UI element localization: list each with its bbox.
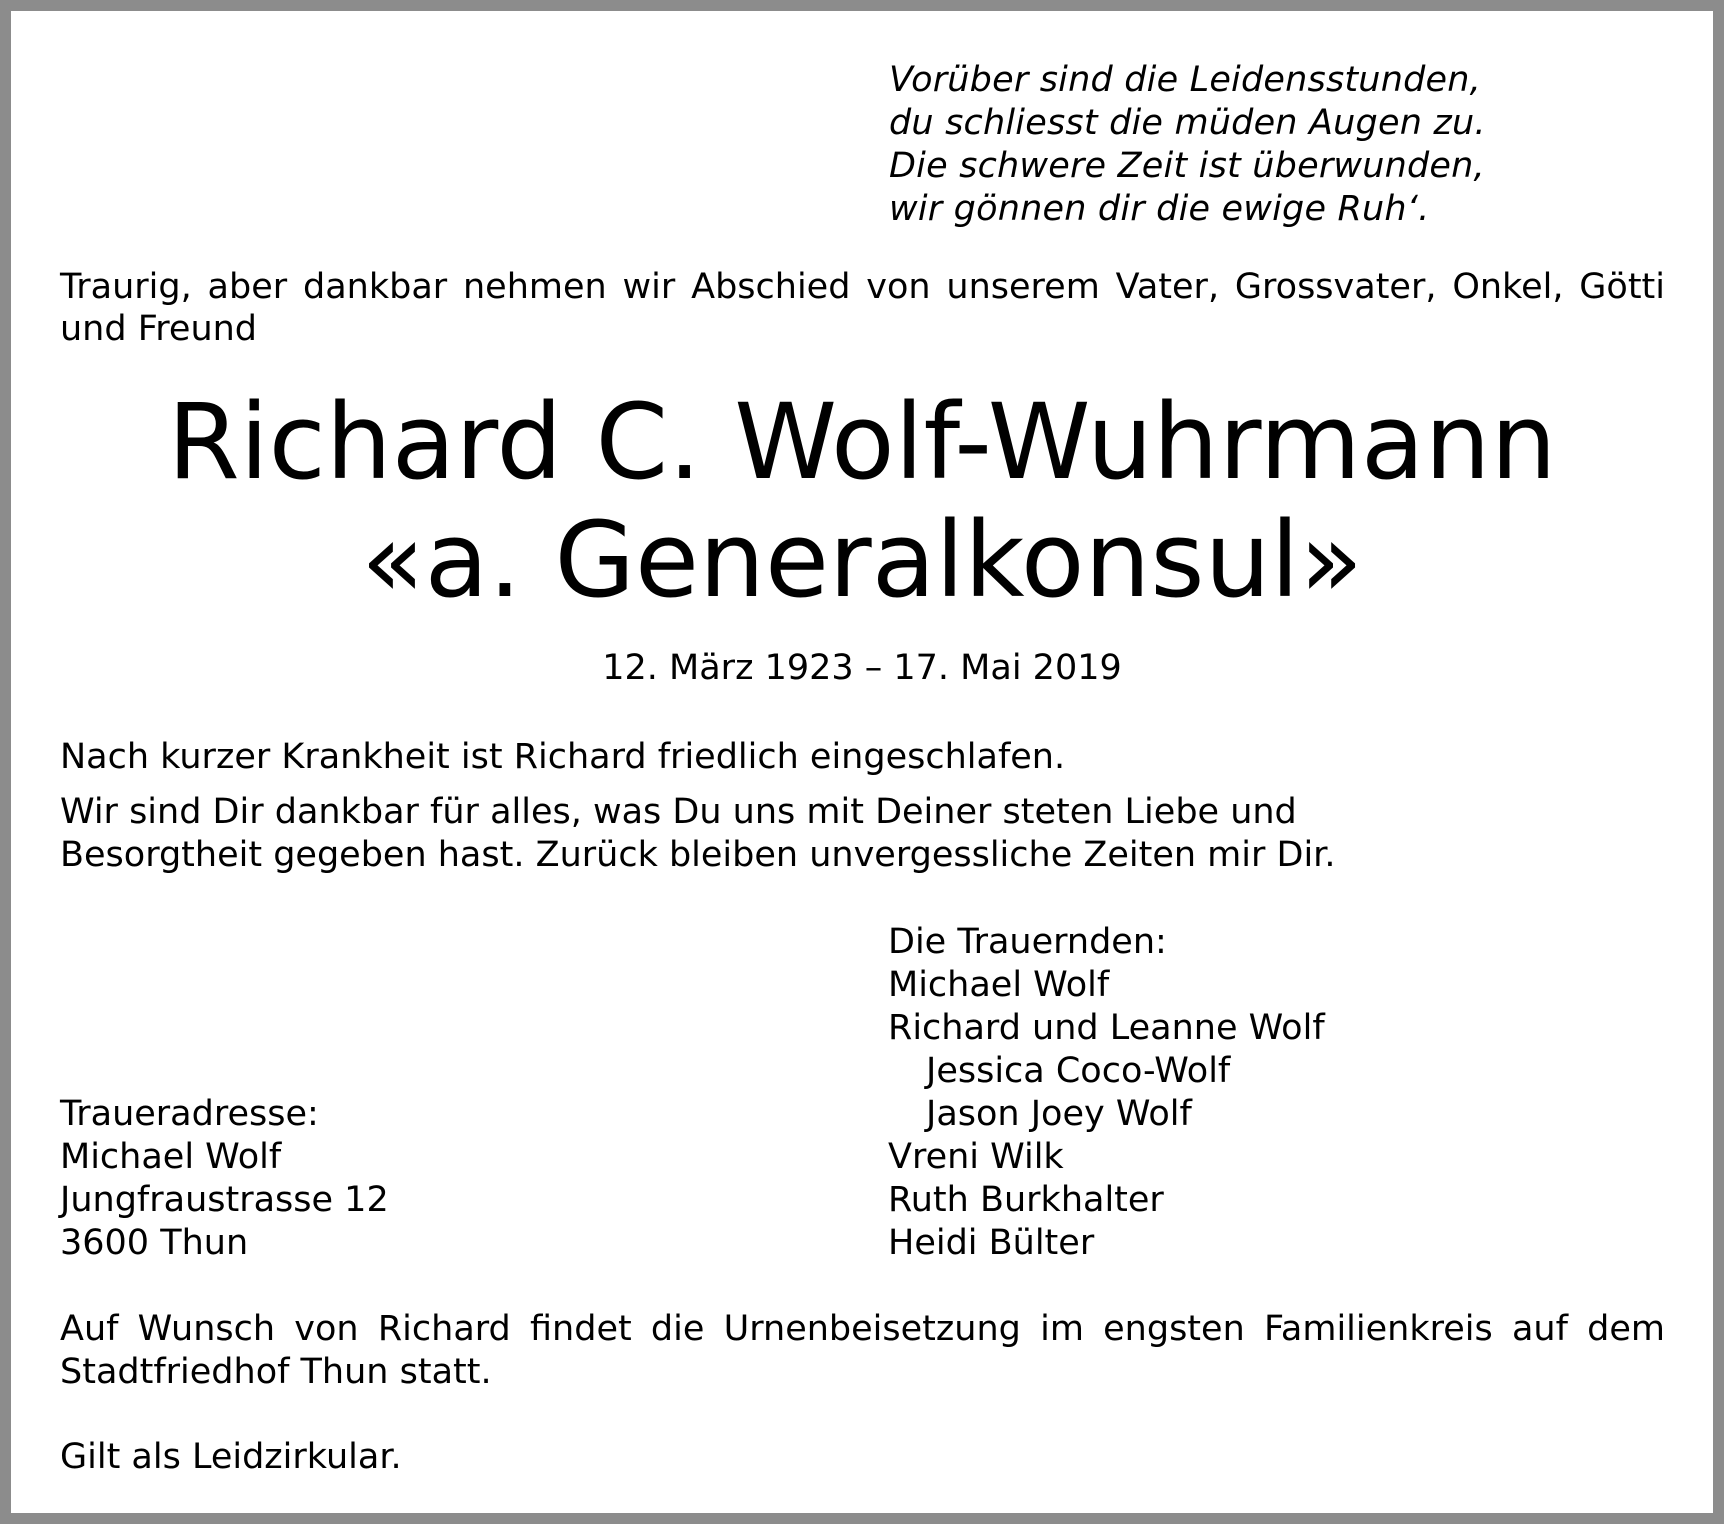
deceased-name: Richard C. Wolf-Wuhrmann: [167, 381, 1557, 503]
gratitude-text: [60, 791, 1335, 877]
obituary-notice: [11, 11, 1713, 1513]
circular-notice: Gilt als Leidzirkular.: [60, 1437, 402, 1477]
life-dates: 12. März 1923 – 17. Mai 2019: [602, 648, 1122, 688]
intro-text: Traurig, aber dankbar nehmen wir Abschied von unserem Vater, Grossvater, Onkel, Götti und Freund: [60, 267, 1665, 349]
mourner-name: Jason Joey Wolf: [926, 1094, 1192, 1134]
mourner-name: Ruth Burkhalter: [888, 1180, 1164, 1220]
passing-text: Nach kurzer Krankheit ist Richard friedlich eingeschlafen.: [60, 737, 1066, 777]
address-heading: Traueradresse:: [60, 1094, 319, 1134]
gratitude-line: Wir sind Dir dankbar für alles, was Du uns mit Deiner steten Liebe und: [60, 792, 1297, 832]
memorial-poem: [889, 59, 1486, 231]
mourner-name: Michael Wolf: [888, 965, 1110, 1005]
mourners-heading: Die Trauernden:: [888, 922, 1167, 962]
mourning-address: [60, 1093, 389, 1265]
address-line: 3600 Thun: [60, 1223, 249, 1263]
mourner-name: Jessica Coco-Wolf: [926, 1051, 1231, 1091]
mourner-name: Richard und Leanne Wolf: [888, 1008, 1325, 1048]
gratitude-line: Besorgtheit gegeben hast. Zurück bleiben unvergessliche Zeiten mir Dir.: [60, 835, 1336, 875]
address-line: Jungfraustrasse 12: [60, 1180, 389, 1220]
deceased-title: «a. Generalkonsul»: [360, 499, 1363, 621]
address-line: Michael Wolf: [60, 1137, 282, 1177]
burial-notice: Auf Wunsch von Richard findet die Urnenbeisetzung im engsten Familienkreis auf dem Stadtfriedhof Thun statt.: [60, 1309, 1665, 1392]
poem-line: Vorüber sind die Leidensstunden,: [889, 60, 1481, 100]
deceased-heading: [11, 383, 1713, 619]
poem-line: wir gönnen dir die ewige Ruh‘.: [889, 189, 1430, 229]
poem-line: Die schwere Zeit ist überwunden,: [889, 146, 1485, 186]
mourners-list: [888, 921, 1325, 1265]
poem-line: du schliesst die müden Augen zu.: [889, 103, 1486, 143]
mourner-name: Vreni Wilk: [888, 1137, 1064, 1177]
mourner-name: Heidi Bülter: [888, 1223, 1095, 1263]
